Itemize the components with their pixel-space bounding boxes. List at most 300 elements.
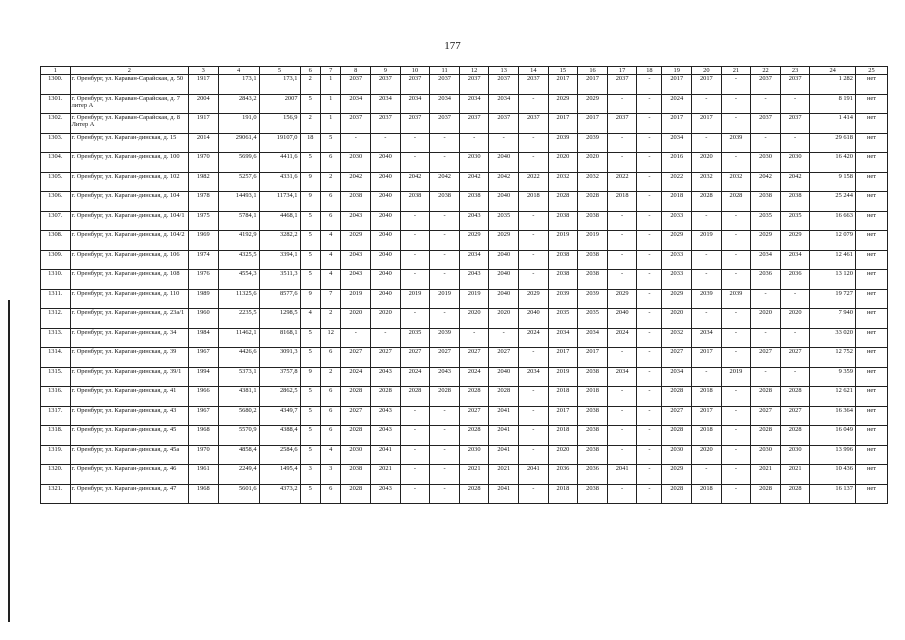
table-cell: 1984 [188,328,218,348]
table-cell: 5 [300,387,320,407]
table-cell: 2040 [607,309,637,329]
table-cell: 2040 [371,153,401,173]
table-cell: 1978 [188,192,218,212]
table-cell: 6 [321,192,341,212]
table-cell: 2041 [489,484,519,504]
table-cell: нет [855,484,887,504]
table-cell: - [637,484,662,504]
table-cell: 2040 [489,270,519,290]
table-cell: 2034 [692,328,722,348]
table-cell: 2038 [578,484,608,504]
table-cell: 2035 [400,328,430,348]
address-cell: г. Оренбург, ул. Караган-динская, д. 108 [70,270,188,290]
table-cell: - [751,133,781,153]
table-cell: - [459,133,489,153]
column-header: 21 [721,67,751,75]
table-cell: 2028 [751,484,781,504]
table-cell: 2038 [341,465,371,485]
table-cell: 12 461 [810,250,856,270]
table-cell: 4426,6 [218,348,259,368]
table-cell: 2017 [662,75,692,95]
table-cell: 2017 [692,114,722,134]
table-cell: 2040 [371,172,401,192]
table-cell: 1314. [41,348,71,368]
column-header: 25 [855,67,887,75]
table-cell: 2014 [188,133,218,153]
table-cell: 2029 [751,231,781,251]
table-cell: 2029 [548,94,578,114]
table-cell: 2034 [430,94,460,114]
table-row [41,250,888,270]
table-cell: 2032 [548,172,578,192]
table-cell: - [400,445,430,465]
table-cell: 2249,4 [218,465,259,485]
table-cell: - [430,426,460,446]
table-cell: 2037 [751,75,781,95]
table-cell: - [692,133,722,153]
table-cell: 2037 [607,75,637,95]
table-cell: 2035 [578,309,608,329]
table-cell: - [489,133,519,153]
table-cell: нет [855,153,887,173]
table-cell: 12 [321,328,341,348]
table-cell: 2030 [341,153,371,173]
table-cell: 2032 [721,172,751,192]
table-cell: - [430,406,460,426]
table-cell: 2027 [780,406,810,426]
table-cell: 2024 [519,328,549,348]
table-cell: 2034 [662,367,692,387]
table-cell: 4411,6 [259,153,300,173]
table-cell: 4858,4 [218,445,259,465]
table-cell: 2028 [780,484,810,504]
table-cell: - [400,133,430,153]
table-cell: - [607,250,637,270]
table-cell: 2017 [578,75,608,95]
table-cell: 1311. [41,289,71,309]
table-cell: 2034 [607,367,637,387]
column-header: 10 [400,67,430,75]
table-cell: 2038 [459,192,489,212]
table-cell: 4468,1 [259,211,300,231]
table-cell: - [519,153,549,173]
table-cell: - [637,153,662,173]
table-cell: 2038 [578,250,608,270]
table-cell: 3091,3 [259,348,300,368]
table-cell: 2027 [430,348,460,368]
table-cell: 1315. [41,367,71,387]
table-cell: 2043 [341,211,371,231]
address-cell: г. Оренбург, ул. Караган-динская, д. 102 [70,172,188,192]
table-cell: 2027 [341,406,371,426]
table-cell: - [692,367,722,387]
table-cell: 2019 [400,289,430,309]
table-cell: 2028 [548,192,578,212]
table-row [41,270,888,290]
table-cell: - [637,309,662,329]
table-cell: - [637,406,662,426]
table-cell: 1967 [188,348,218,368]
table-cell: 1301. [41,94,71,114]
table-cell: 4192,9 [218,231,259,251]
table-cell: 2017 [692,75,722,95]
table-cell: 1970 [188,153,218,173]
table-cell: 3 [300,465,320,485]
table-cell: 2017 [548,75,578,95]
table-row [41,94,888,114]
table-cell: - [430,465,460,485]
table-cell: - [721,406,751,426]
table-cell: 11734,1 [259,192,300,212]
table-cell: 2029 [489,231,519,251]
column-header: 16 [578,67,608,75]
column-header: 19 [662,67,692,75]
table-row [41,309,888,329]
table-cell: 4325,5 [218,250,259,270]
table-cell: 2040 [489,367,519,387]
table-cell: 2035 [751,211,781,231]
table-cell: 6 [321,426,341,446]
table-cell: - [637,231,662,251]
table-cell: 5 [300,426,320,446]
address-cell: г. Оренбург, ул. Караган-динская, д. 41 [70,387,188,407]
table-cell: 2040 [371,211,401,231]
table-cell: - [459,328,489,348]
table-cell: 2018 [692,484,722,504]
table-cell: 5680,2 [218,406,259,426]
table-cell: - [607,133,637,153]
table-cell: - [721,387,751,407]
table-row [41,114,888,134]
table-cell: 2040 [371,192,401,212]
table-cell: - [607,484,637,504]
table-cell: 2034 [459,250,489,270]
table-cell: 6 [321,484,341,504]
address-cell: г. Оренбург, ул. Караган-динская, д. 104/1 [70,211,188,231]
table-cell: 2018 [548,484,578,504]
table-cell: 2034 [751,250,781,270]
column-header: 9 [371,67,401,75]
table-cell: 2 [300,114,320,134]
table-cell: 2020 [692,153,722,173]
table-cell: 2037 [400,114,430,134]
table-cell: 2019 [430,289,460,309]
table-cell: 2028 [662,484,692,504]
table-cell: 2042 [430,172,460,192]
table-cell: - [400,465,430,485]
table-cell: 2038 [578,406,608,426]
table-cell: 1970 [188,445,218,465]
table-cell: 2024 [341,367,371,387]
table-cell: 2028 [751,387,781,407]
table-cell: 2035 [548,309,578,329]
table-cell: 2043 [371,367,401,387]
table-cell: 2030 [341,445,371,465]
table-cell: - [607,406,637,426]
table-cell: - [721,465,751,485]
table-cell: 2018 [692,387,722,407]
table-cell: 2021 [371,465,401,485]
table-cell: 8168,1 [259,328,300,348]
table-cell: 5601,6 [218,484,259,504]
table-cell: 9 158 [810,172,856,192]
table-cell: 16 364 [810,406,856,426]
table-cell: 6 [321,153,341,173]
table-cell: 2 [321,367,341,387]
table-cell: 4 [321,445,341,465]
table-cell: 2036 [548,465,578,485]
table-cell: 5 [321,133,341,153]
table-cell: - [607,348,637,368]
table-cell: 1975 [188,211,218,231]
table-cell: 4 [321,250,341,270]
address-cell: г. Оренбург, ул. Караган-динская, д. 104 [70,192,188,212]
table-cell: нет [855,406,887,426]
table-cell: 2040 [371,250,401,270]
table-cell: - [637,172,662,192]
table-cell: - [692,465,722,485]
column-header: 20 [692,67,722,75]
table-cell: 3282,2 [259,231,300,251]
table-cell: 2034 [519,367,549,387]
table-cell: 1305. [41,172,71,192]
table-cell: - [637,133,662,153]
table-cell: 2038 [341,192,371,212]
table-cell: 4388,4 [259,426,300,446]
table-cell: 2030 [780,445,810,465]
table-cell: - [519,387,549,407]
table-cell: - [637,114,662,134]
table-cell: 2019 [548,367,578,387]
address-cell: г. Оренбург, ул. Караган-динская, д. 47 [70,484,188,504]
table-cell: 2039 [548,289,578,309]
column-header: 14 [519,67,549,75]
table-cell: - [519,270,549,290]
table-cell: - [692,270,722,290]
table-cell: - [721,270,751,290]
table-cell: 9 [300,289,320,309]
table-cell: 2029 [341,231,371,251]
table-cell: 2020 [459,309,489,329]
table-cell: 2019 [341,289,371,309]
table-cell: 2027 [400,348,430,368]
table-cell: 2034 [400,94,430,114]
table-cell: 2034 [578,328,608,348]
table-cell: 4 [321,231,341,251]
table-cell: 2040 [371,270,401,290]
table-cell: 2040 [489,289,519,309]
table-cell: 1994 [188,367,218,387]
table-cell: 2016 [662,153,692,173]
table-cell: 5699,6 [218,153,259,173]
table-cell: 2028 [459,426,489,446]
table-cell: 5257,6 [218,172,259,192]
table-cell: 2041 [607,465,637,485]
table-cell: 3511,3 [259,270,300,290]
table-cell: - [400,270,430,290]
table-cell: 2037 [489,75,519,95]
table-cell: 2037 [780,75,810,95]
table-cell: - [721,426,751,446]
housing-table [40,66,888,504]
table-cell: 2584,6 [259,445,300,465]
table-cell: - [607,231,637,251]
table-cell: 2022 [607,172,637,192]
table-cell: 4331,6 [259,172,300,192]
table-cell: 2042 [489,172,519,192]
table-cell: - [400,426,430,446]
table-cell: 2028 [662,387,692,407]
table-cell: 2028 [662,426,692,446]
table-cell: 2041 [489,426,519,446]
table-cell: - [637,192,662,212]
table-cell: 2029 [459,231,489,251]
table-cell: 1967 [188,406,218,426]
table-cell: 25 244 [810,192,856,212]
table-cell: 13 996 [810,445,856,465]
table-cell: 5 [300,406,320,426]
table-cell: 16 049 [810,426,856,446]
table-cell: 1319. [41,445,71,465]
table-cell: 9 [300,192,320,212]
table-cell: 2018 [578,387,608,407]
table-row [41,133,888,153]
table-cell: 1 282 [810,75,856,95]
column-header: 3 [188,67,218,75]
table-cell: 2017 [578,114,608,134]
table-cell: - [607,270,637,290]
table-cell: нет [855,367,887,387]
table-cell: - [721,94,751,114]
table-cell: - [637,75,662,95]
table-cell: - [430,133,460,153]
table-cell: 2021 [780,465,810,485]
table-cell: 5 [300,153,320,173]
table-cell: - [519,133,549,153]
table-row [41,328,888,348]
column-header: 23 [780,67,810,75]
table-cell: - [607,153,637,173]
table-cell: 2019 [721,367,751,387]
table-cell: - [780,367,810,387]
table-cell: 2020 [489,309,519,329]
table-cell: 2037 [341,114,371,134]
table-cell: 2027 [489,348,519,368]
table-cell: - [607,445,637,465]
table-cell: 2043 [430,367,460,387]
table-cell: 1 [321,94,341,114]
table-cell: - [721,75,751,95]
table-cell: 14493,1 [218,192,259,212]
table-cell: 2039 [578,133,608,153]
table-cell: 2042 [459,172,489,192]
table-cell: 2019 [692,231,722,251]
table-cell: 2041 [519,465,549,485]
table-cell: 2037 [341,75,371,95]
table-cell: 2028 [780,426,810,446]
table-cell: 2018 [662,192,692,212]
table-cell: 2040 [519,309,549,329]
table-cell: - [721,328,751,348]
table-cell: 1313. [41,328,71,348]
table-cell: 2029 [662,465,692,485]
table-cell: - [607,426,637,446]
address-cell: г. Оренбург, ул. Караван-Сарайская, д. 7 литер А [70,94,188,114]
table-cell: - [519,231,549,251]
table-cell: 2027 [341,348,371,368]
table-cell: нет [855,387,887,407]
table-cell: 1312. [41,309,71,329]
table-cell: - [780,289,810,309]
table-cell: 5 [300,94,320,114]
column-header: 13 [489,67,519,75]
table-cell: 2034 [662,133,692,153]
address-cell: г. Оренбург, ул. Караган-динская, д. 23а/1 [70,309,188,329]
table-cell: 2034 [341,94,371,114]
table-cell: - [721,231,751,251]
table-row [41,367,888,387]
table-cell: 1968 [188,426,218,446]
table-cell: 6 [321,387,341,407]
table-cell: - [721,153,751,173]
table-cell: 1966 [188,387,218,407]
address-cell: г. Оренбург, ул. Караган-динская, д. 43 [70,406,188,426]
table-cell: 2039 [721,289,751,309]
table-cell: 2037 [459,114,489,134]
table-cell: 2020 [662,309,692,329]
table-cell: 2017 [548,114,578,134]
table-cell: - [721,211,751,231]
table-cell: 12 079 [810,231,856,251]
table-cell: 2043 [371,426,401,446]
table-cell: 173,1 [259,75,300,95]
scan-edge-mark [8,300,10,622]
column-header: 17 [607,67,637,75]
table-cell: 2028 [780,387,810,407]
table-cell: - [519,94,549,114]
column-header: 7 [321,67,341,75]
table-row [41,211,888,231]
table-cell: нет [855,75,887,95]
address-cell: г. Оренбург, ул. Караган-динская, д. 39 [70,348,188,368]
column-header: 5 [259,67,300,75]
table-cell: 2032 [578,172,608,192]
table-cell: - [519,348,549,368]
table-cell: 2029 [578,94,608,114]
table-cell: 16 420 [810,153,856,173]
table-cell: 173,1 [218,75,259,95]
table-cell: - [692,250,722,270]
table-cell: 1318. [41,426,71,446]
table-cell: 2040 [489,250,519,270]
table-cell: 2024 [607,328,637,348]
table-cell: 2030 [751,445,781,465]
column-header: 8 [341,67,371,75]
table-cell: - [400,250,430,270]
table-row [41,192,888,212]
table-cell: 1307. [41,211,71,231]
table-cell: 2043 [371,406,401,426]
table-cell: 5 [300,348,320,368]
table-cell: - [637,289,662,309]
table-cell: - [519,484,549,504]
table-cell: 2020 [692,445,722,465]
table-cell: - [430,309,460,329]
table-cell: 5373,1 [218,367,259,387]
table-cell: 2035 [489,211,519,231]
table-cell: 4 [300,309,320,329]
table-cell: 2029 [607,289,637,309]
